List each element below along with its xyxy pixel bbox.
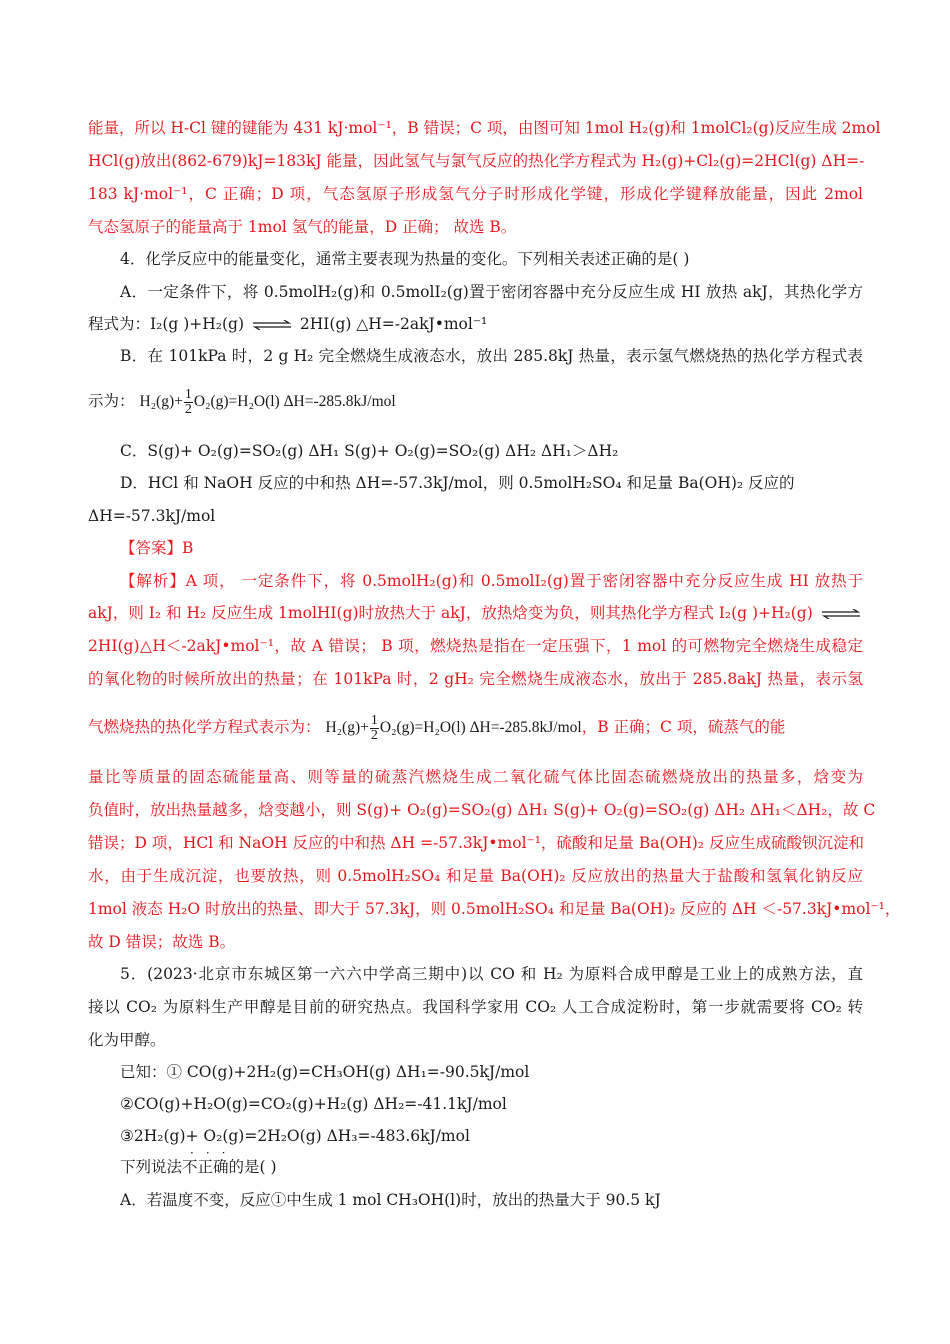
half-fraction	[370, 714, 379, 743]
q4-option-d-line-1: D．HCl 和 NaOH 反应的中和热 ΔH=-57.3kJ/mol，则 0.5molH₂SO₄ 和足量 Ba(OH)₂ 反应的	[120, 474, 795, 492]
prev-analysis-line-2: HCl(g)放出(862-679)kJ=183kJ 能量，因此氢气与氯气反应的热化学方程式为 H₂(g)+Cl₂(g)=2HCl(g) ΔH=-	[88, 152, 865, 170]
q5-known-1: 已知：① CO(g)+2H₂(g)=CH₃OH(g) ΔH₁=-90.5kJ/mol	[120, 1063, 530, 1081]
q4-analysis-line-4: 的氧化物的时候所放出的热量；在 101kPa 时，2 gH₂ 完全燃烧生成液态水，放出于 285.8akJ 热量，表示氢	[88, 670, 863, 688]
q4-option-b-line-1: B．在 101kPa 时，2 g H₂ 完全燃烧生成液态水，放出 285.8kJ 热量，表示氢气燃烧热的热化学方程式表	[120, 347, 863, 365]
fraction-denominator: 2	[184, 401, 192, 417]
q4-option-d-line-2: ΔH=-57.3kJ/mol	[88, 507, 216, 525]
q4-option-b-label: 示为：	[88, 392, 135, 410]
q4-option-a-eq-right: 2HI(g) △H=-2akJ•mol⁻¹	[299, 315, 488, 333]
q4-analysis-line-10: 1mol 液态 H₂O 时放出的热量、即大于 57.3kJ，则 0.5molH₂SO₄ 和足量 Ba(OH)₂ 反应的 ΔH ＜-57.3kJ•mol⁻¹，	[88, 900, 901, 918]
q5-question: 下列说法不正确的是( )	[120, 1158, 277, 1176]
q4-analysis-eq-left: H₂(g)+	[325, 719, 369, 736]
q5-stem-line-1: 5．(2023·北京市东城区第一六六中学高三期中)以 CO 和 H₂ 为原料合成甲醇是工业上的成熟方法，直	[120, 965, 863, 983]
q4-analysis-eq-right: O₂(g)=H₂O(l) ΔH=-285.8kJ/mol	[379, 719, 582, 736]
fraction-numerator: 1	[370, 712, 378, 728]
equilibrium-arrow-icon	[821, 609, 861, 619]
q4-analysis-line-6: 量比等质量的固态硫能量高、则等量的硫蒸汽燃烧生成二氧化硫气体比固态硫燃烧放出的热量多，焓变为	[88, 768, 863, 786]
q5-stem-line-3: 化为甲醇。	[88, 1031, 166, 1049]
q4-analysis-line-3: 2HI(g)△H＜-2akJ•mol⁻¹，故 A 错误； B 项，燃烧热是指在一定压强下，1 mol 的可燃物完全燃烧生成稳定	[88, 637, 863, 655]
q4-analysis-line-7: 负值时，放出热量越多，焓变越小，则 S(g)+ O₂(g)=SO₂(g) ΔH₁ S(g)+ O₂(g)=SO₂(g) ΔH₂ ΔH₁＜ΔH₂，故 C	[88, 801, 876, 819]
q4-analysis-line-8: 错误；D 项，HCl 和 NaOH 反应的中和热 ΔH =-57.3kJ•mol⁻¹，硫酸和足量 Ba(OH)₂ 反应生成硫酸钡沉淀和	[88, 834, 864, 852]
q4-analysis-line-9: 水，由于生成沉淀，也要放热，则 0.5molH₂SO₄ 和足量 Ba(OH)₂ 反应放出的热量大于盐酸和氢氧化钠反应	[88, 867, 863, 885]
q5-stem-line-2: 接以 CO₂ 为原料生产甲醇是目前的研究热点。我国科学家用 CO₂ 人工合成淀粉时，第一步就需要将 CO₂ 转	[88, 998, 863, 1016]
q4-option-b-eq-right: O₂(g)=H₂O(l) ΔH=-285.8kJ/mol	[193, 393, 396, 410]
emphasis-dots: ···	[190, 1146, 238, 1160]
q4-analysis-line-5-tail: ，B 正确；C 项，硫蒸气的能	[581, 718, 786, 736]
prev-analysis-line-4: 气态氢原子的能量高于 1mol 氢气的能量，D 正确； 故选 B。	[88, 218, 517, 236]
q4-analysis-line-5	[88, 712, 863, 743]
q4-analysis-line-2-text: akJ，则 I₂ 和 H₂ 反应生成 1molHI(g)时放热大于 akJ，放热焓变为负，则其热化学方程式 I₂(g )+H₂(g)	[88, 604, 813, 622]
q4-analysis-line-2	[88, 602, 863, 624]
q5-known-2: ②CO(g)+H₂O(g)=CO₂(g)+H₂(g) ΔH₂=-41.1kJ/mol	[120, 1095, 507, 1113]
q4-option-a-eq-left: 程式为：I₂(g )+H₂(g)	[88, 315, 245, 333]
fraction-numerator: 1	[184, 386, 192, 402]
q4-option-b-line-2	[88, 386, 863, 417]
q4-option-c: C．S(g)+ O₂(g)=SO₂(g) ΔH₁ S(g)+ O₂(g)=SO₂(g) ΔH₂ ΔH₁＞ΔH₂	[120, 442, 619, 460]
prev-analysis-line-1: 能量，所以 H-Cl 键的键能为 431 kJ·mol⁻¹，B 错误；C 项，由图可知 1mol H₂(g)和 1molCl₂(g)反应生成 2mol	[88, 119, 881, 137]
q4-analysis-line-11: 故 D 错误；故选 B。	[88, 933, 236, 951]
q5-option-a: A．若温度不变，反应①中生成 1 mol CH₃OH(l)时，放出的热量大于 90.5 kJ	[120, 1191, 661, 1209]
q4-option-a-line-1: A．一定条件下，将 0.5molH₂(g)和 0.5molI₂(g)置于密闭容器中充分反应生成 HI 放热 akJ，其热化学方	[120, 283, 863, 301]
q4-option-b-eq-left: H₂(g)+	[139, 393, 183, 410]
fraction-denominator: 2	[370, 727, 378, 743]
q4-answer: 【答案】B	[120, 539, 194, 557]
q4-analysis-line-5-text: 气燃烧热的热化学方程式表示为：	[88, 718, 321, 736]
half-fraction	[184, 388, 193, 417]
q4-stem: 4．化学反应中的能量变化，通常主要表现为热量的变化。下列相关表述正确的是( )	[120, 250, 690, 268]
equilibrium-arrow-icon	[252, 320, 292, 330]
q4-option-a-line-2	[88, 313, 863, 335]
prev-analysis-line-3: 183 kJ·mol⁻¹，C 正确；D 项，气态氢原子形成氢气分子时形成化学键，形成化学键释放能量，因此 2mol	[88, 185, 863, 203]
q5-known-3: ③2H₂(g)+ O₂(g)=2H₂O(g) ΔH₃=-483.6kJ/mol	[120, 1127, 470, 1145]
q4-analysis-line-1: 【解析】A 项， 一定条件下，将 0.5molH₂(g)和 0.5molI₂(g)置于密闭容器中充分反应生成 HI 放热于	[120, 572, 863, 590]
